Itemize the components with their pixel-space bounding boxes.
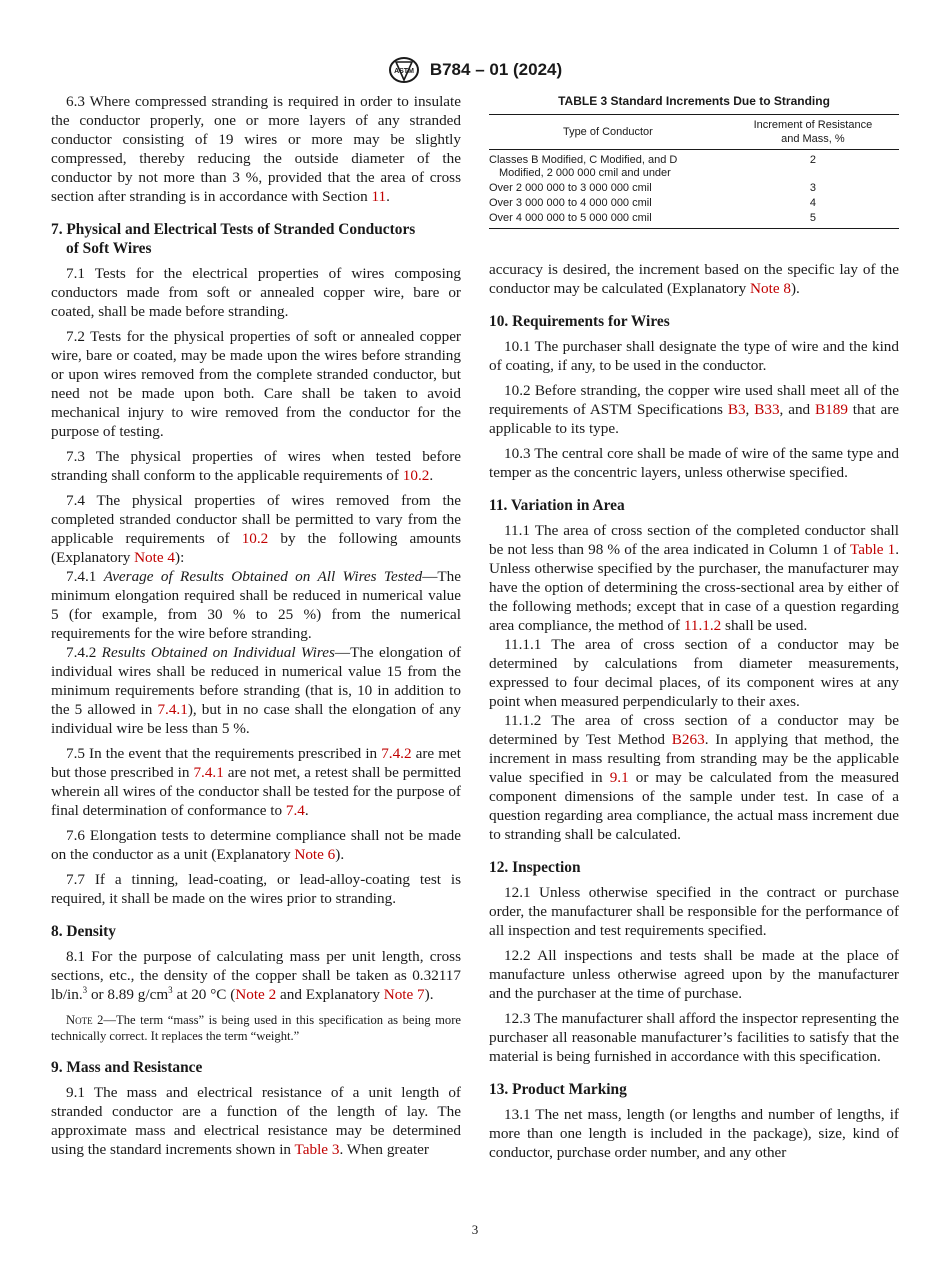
link-table-3[interactable]: Table 3 <box>294 1141 340 1158</box>
link-b189[interactable]: B189 <box>815 401 848 418</box>
link-10-2[interactable]: 10.2 <box>402 467 430 484</box>
column-header-type: Type of Conductor <box>489 115 727 150</box>
svg-text:ASTM: ASTM <box>393 68 414 75</box>
page-header <box>0 56 950 84</box>
paragraph-6-3: 6.3 Where compressed stranding is required in order to insulate the conductor properly, one or more layers of any stranded conductor consisting of 19 wires or more may be slightly compressed, thereby reducing the outside diameter of the conductor by not more than 3 %, provided that the area of cross section after stranding is in accordance with Section 11. <box>51 93 461 205</box>
section-13-heading: 13. Product Marking <box>489 1081 627 1098</box>
paragraph-12-3: 12.3 The manufacturer shall afford the inspector representing the purchaser all reasonable manufacturer’s facilities to satisfy that the material is being furnished in accordance with this specification. <box>489 1010 899 1065</box>
paragraph-11-1-1: 11.1.1 The area of cross section of a conductor may be determined by calculations from diameter measurements, expressed to four decimal places, of its component wires at any point when measured perpendicularly to their axes. <box>489 636 899 710</box>
link-note-8[interactable]: Note 8 <box>750 280 791 297</box>
page-number: 3 <box>471 1222 479 1237</box>
paragraph-11-1: 11.1 The area of cross section of the completed conductor shall be not less than 98 % of the area indicated in Column 1 of Table 1. Unless otherwise specified by the purchaser, the manufacturer may have the option of determining the cross-sectional area by either of the following methods; except that in case of a question regarding area compliance, the method of 11.1.2 shall be used. <box>489 522 899 634</box>
table-row: Over 2 000 000 to 3 000 000 cmil 3 <box>489 182 816 194</box>
link-b3[interactable]: B3 <box>727 401 746 418</box>
paragraph-10-3: 10.3 The central core shall be made of wire of the same type and temper as the concentric layers, unless otherwise specified. <box>489 445 899 481</box>
paragraph-9-1: 9.1 The mass and electrical resistance of a unit length of stranded conductor are a function of the length of lay. The approximate mass and electrical resistance may be determined using the standard increments shown in Table 3. When greater <box>51 1084 461 1158</box>
paragraph-13-1: 13.1 The net mass, length (or lengths and number of lengths, if more than one length is included in the package), size, kind of conductor, purchase order number, and any other <box>489 1106 899 1161</box>
paragraph-10-2: 10.2 Before stranding, the copper wire used shall meet all of the requirements of ASTM Specifications B3, B33, and B189 that are applicable to its type. <box>489 382 899 437</box>
link-note-6[interactable]: Note 6 <box>294 846 336 863</box>
link-b33[interactable]: B33 <box>754 401 780 418</box>
paragraph-7-1: 7.1 Tests for the electrical properties of wires composing conductors made from soft or annealed copper wire, bare or coated, shall be made before stranding. <box>51 265 461 320</box>
paragraph-10-1: 10.1 The purchaser shall designate the type of wire and the kind of coating, if any, to be used in the conductor. <box>489 338 899 374</box>
link-7-4[interactable]: 7.4 <box>285 802 305 819</box>
paragraph-7-4: 7.4 The physical properties of wires removed from the completed stranded conductor shall be permitted to vary from the applicable requirements of 10.2 by the following amounts (Explanatory Note 4): <box>51 492 461 566</box>
document-designation: B784 – 01 (2024) <box>429 60 563 79</box>
paragraph-9-1-continued: accuracy is desired, the increment based on the specific lay of the conductor may be calculated (Explanatory Note 8). <box>489 261 899 297</box>
section-9-heading: 9. Mass and Resistance <box>51 1059 203 1076</box>
paragraph-12-2: 12.2 All inspections and tests shall be made at the place of manufacture unless otherwise agreed upon by the manufacturer and the purchaser at the time of purchase. <box>489 947 899 1002</box>
paragraph-7-4-2: 7.4.2 Results Obtained on Individual Wires—The elongation of individual wires shall be reduced in numerical value 15 from the minimum requirements before stranding (that is, 10 in addition to the 5 allowed in 7.4.1), but in no case shall the elongation of any individual wire be less than 5 %. <box>51 644 462 737</box>
increments-table <box>489 114 899 229</box>
left-column <box>51 92 461 1165</box>
link-note-4[interactable]: Note 4 <box>134 549 176 566</box>
table-row: Over 3 000 000 to 4 000 000 cmil 4 <box>489 197 816 209</box>
link-11-1-2[interactable]: 11.1.2 <box>683 617 722 634</box>
section-7-heading: 7. Physical and Electrical Tests of Stranded Conductors of Soft Wires <box>51 221 416 257</box>
link-section-11[interactable]: 11 <box>371 188 387 205</box>
column-header-increment: Increment of Resistance and Mass, % <box>727 115 899 150</box>
paragraph-7-5: 7.5 In the event that the requirements prescribed in 7.4.2 are met but those prescribed in 7.4.1 are not met, a retest shall be permitted wherein all wires of the conductor shall be tested for the purpose of final determination of conformance to 7.4. <box>51 745 461 819</box>
table-title: TABLE 3 Standard Increments Due to Stranding <box>558 94 830 108</box>
link-7-4-1-b[interactable]: 7.4.1 <box>193 764 224 781</box>
link-note-7[interactable]: Note 7 <box>383 986 425 1003</box>
link-10-2-b[interactable]: 10.2 <box>241 530 269 547</box>
astm-logo <box>388 56 420 84</box>
link-table-1[interactable]: Table 1 <box>849 541 896 558</box>
paragraph-8-1: 8.1 For the purpose of calculating mass per unit length, cross sections, etc., the density of the copper shall be taken as 0.32117 lb/in.$^3$ or 8.89 $g/cm^3$ at 20 °C (Note 2 and Explanatory Note 7). <box>51 948 461 1003</box>
table-row: Classes B Modified, C Modified, and D Modified, 2 000 000 cmil and under 2 <box>489 154 816 179</box>
paragraph-7-2: 7.2 Tests for the physical properties of soft or annealed copper wire, bare or coated, may be made upon the wires before stranding or upon wires removed from the complete stranded conductor, but need not be made upon both. Care shall be taken to avoid mechanical injury to wire removed from the conductor for the purpose of testing. <box>51 328 461 440</box>
table-3 <box>489 94 899 229</box>
link-note-2[interactable]: Note 2 <box>235 986 277 1003</box>
link-b263[interactable]: B263 <box>671 731 705 748</box>
right-column <box>489 260 899 1168</box>
paragraph-7-3: 7.3 The physical properties of wires when tested before stranding shall conform to the applicable requirements of 10.2. <box>51 448 461 484</box>
section-10-heading: 10. Requirements for Wires <box>489 313 670 330</box>
section-12-heading: 12. Inspection <box>489 859 581 876</box>
section-11-heading: 11. Variation in Area <box>489 497 625 514</box>
paragraph-7-6: 7.6 Elongation tests to determine compliance shall not be made on the conductor as a unit (Explanatory Note 6). <box>51 827 461 863</box>
paragraph-11-1-2: 11.1.2 The area of cross section of a conductor may be determined by Test Method B263. In applying that method, the increment in mass resulting from stranding may be the applicable value specified in 9.1 or may be calculated from the measured component dimensions of the sample under test. In case of a question regarding area compliance, the actual mass increment due to stranding shall be calculated. <box>489 712 899 843</box>
paragraph-12-1: 12.1 Unless otherwise specified in the contract or purchase order, the manufacturer shall be responsible for the performance of all inspection and test requirements specified. <box>489 884 899 939</box>
paragraph-7-4-1: 7.4.1 Average of Results Obtained on All Wires Tested—The minimum elongation required shall be reduced in numerical value 5 (for example, from 30 % to 25 %) from the numerical requirements for the wire before stranding. <box>51 568 462 642</box>
note-2: Note 2—The term “mass” is being used in this specification as being more technically correct. It replaces the term “weight.” <box>51 1013 461 1043</box>
link-9-1[interactable]: 9.1 <box>609 769 629 786</box>
section-8-heading: 8. Density <box>51 923 116 940</box>
link-7-4-1[interactable]: 7.4.1 <box>157 701 188 718</box>
table-row: Over 4 000 000 to 5 000 000 cmil 5 <box>489 211 899 229</box>
link-7-4-2[interactable]: 7.4.2 <box>381 745 412 762</box>
paragraph-7-7: 7.7 If a tinning, lead-coating, or lead-alloy-coating test is required, it shall be made on the wires prior to stranding. <box>51 871 461 907</box>
